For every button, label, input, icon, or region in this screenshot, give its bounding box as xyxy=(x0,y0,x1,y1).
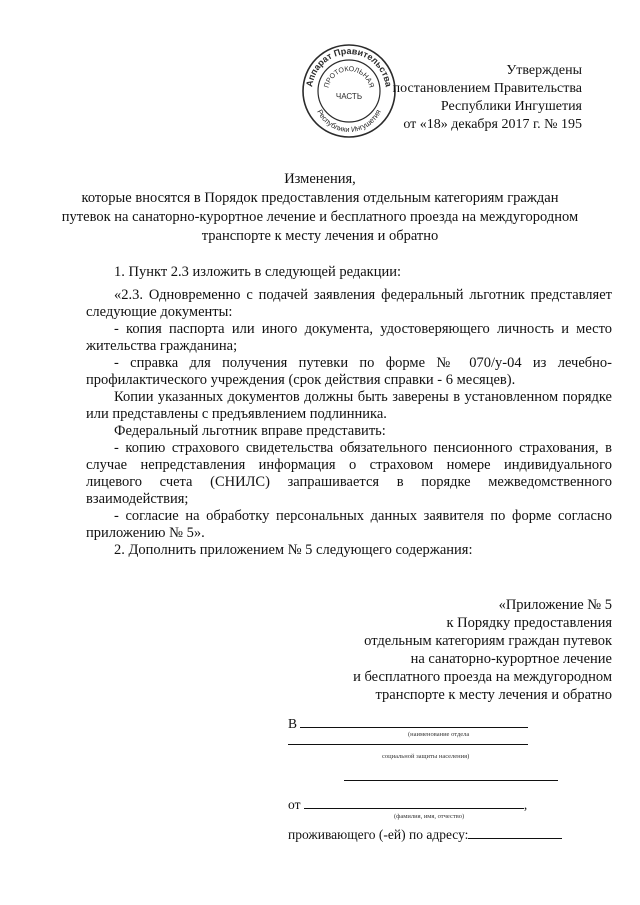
department-field-2[interactable] xyxy=(288,744,528,745)
official-stamp xyxy=(300,42,398,140)
paragraph: Федеральный льготник вправе представить: xyxy=(114,423,386,439)
full-name-field[interactable] xyxy=(304,796,524,809)
appendix-line: на санаторно-курортное лечение xyxy=(410,651,612,667)
form-address-label: проживающего (-ей) по адресу: xyxy=(288,827,469,842)
appendix-header xyxy=(353,596,612,704)
appendix-line: транспорте к месту лечения и обратно xyxy=(375,687,612,703)
document-title xyxy=(40,170,600,246)
svg-text:Республики Ингушетия: Республики Ингушетия xyxy=(315,108,383,135)
document-body xyxy=(86,264,612,559)
stamp-seal-icon xyxy=(300,42,398,140)
form-address-row xyxy=(288,826,562,843)
appendix-line: к Порядку предоставления xyxy=(446,615,612,631)
title-line: которые вносятся в Порядок предоставления отдельным категориям граждан xyxy=(81,190,559,206)
title-line: транспорте к месту лечения и обратно xyxy=(201,228,439,244)
title-line: путевок на санаторно-курортное лечение и бесплатного проезда на междугородном xyxy=(61,209,579,225)
form-from-row xyxy=(288,796,527,813)
appendix-line: отдельным категориям граждан путевок xyxy=(364,633,612,649)
approval-line: Республики Ингушетия xyxy=(440,99,582,114)
svg-text:ПРОТОКОЛЬНАЯ: ПРОТОКОЛЬНАЯ xyxy=(323,65,375,89)
svg-text:ЧАСТЬ: ЧАСТЬ xyxy=(335,92,363,101)
appendix-line: «Приложение № 5 xyxy=(498,597,612,613)
form-from-comma: , xyxy=(523,797,528,812)
title-line: Изменения, xyxy=(284,171,356,187)
form-from-label: от xyxy=(288,797,301,812)
approval-line: Утверждены xyxy=(506,63,582,78)
appendix-line: и бесплатного проезда на междугородном xyxy=(353,669,612,685)
paragraph: 2. Дополнить приложением № 5 следующего содержания: xyxy=(114,542,473,558)
approval-line: постановлением Правительства xyxy=(392,81,582,96)
hint-social-protection: социальной защиты населения) xyxy=(382,753,470,760)
form-to-label: В xyxy=(288,716,298,731)
paragraph: Копии указанных документов должны быть заверены в установленном порядке или представлены с предъявлением подлинника. xyxy=(86,389,612,422)
svg-text:Аппарат Правительства: Аппарат Правительства xyxy=(304,45,394,88)
form-to-row xyxy=(288,715,528,732)
paragraph: 1. Пункт 2.3 изложить в следующей редакции: xyxy=(114,264,402,280)
approval-line: от «18» декабря 2017 г. № 195 xyxy=(403,117,582,132)
hint-department: (наименование отдела xyxy=(408,731,470,738)
paragraph: - согласие на обработку персональных данных заявителя по форме согласно приложению № 5». xyxy=(86,508,612,541)
approval-block xyxy=(393,62,582,134)
department-field[interactable] xyxy=(300,715,528,728)
hint-full-name: (фамилия, имя, отчество) xyxy=(394,813,465,820)
department-field-3[interactable] xyxy=(344,780,558,781)
address-field[interactable] xyxy=(468,826,562,839)
paragraph: - копию страхового свидетельства обязательного пенсионного страхования, в случае непредставления информация о страховом номере индивидуального лицевого счета (СНИЛС) запрашивается в порядке межведомственного взаимодействия; xyxy=(86,440,612,507)
paragraph: - справка для получения путевки по форме № 070/у-04 из лечебно-профилактического учреждения (срок действия справки - 6 месяцев). xyxy=(86,355,612,388)
paragraph: «2.3. Одновременно с подачей заявления федеральный льготник представляет следующие документы: xyxy=(86,287,612,320)
paragraph: - копия паспорта или иного документа, удостоверяющего личность и место жительства гражданина; xyxy=(86,321,612,354)
